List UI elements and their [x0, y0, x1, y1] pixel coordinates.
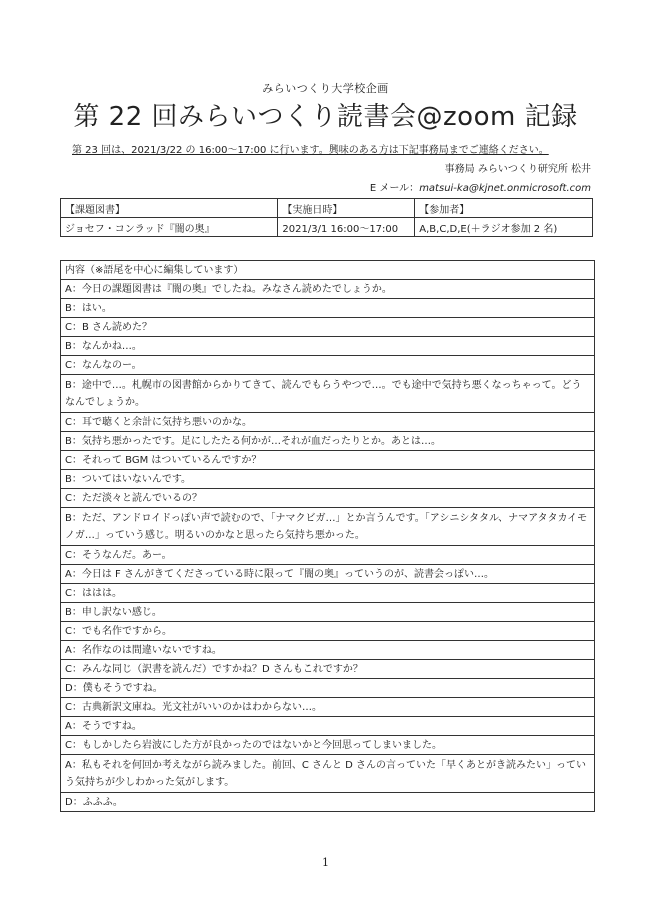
- book-value: ジョセフ・コンラッド『闇の奥』: [61, 218, 278, 237]
- transcript-line: C：ただ淡々と読んでいるの？: [61, 489, 594, 508]
- transcript-line: B：申し訳ない感じ。: [61, 603, 594, 622]
- transcript-line: C：もしかしたら岩波にした方が良かったのではないかと今回思ってしまいました。: [61, 736, 594, 755]
- office-contact: 事務局 みらいつくり研究所 松井: [444, 164, 591, 175]
- page-number: 1: [322, 856, 329, 869]
- transcript-line: A：今日は F さんがきてくださっている時に限って『闇の奥』っていうのが、読書会っぽい…。: [61, 565, 594, 584]
- transcript-line: B：ついてはいないんです。: [61, 470, 594, 489]
- date-value: 2021/3/1 16:00～17:00: [278, 218, 415, 237]
- transcript-line: C：そうなんだ。あー。: [61, 546, 594, 565]
- info-value-row: [61, 218, 593, 237]
- content-header: 内容（※語尾を中心に編集しています）: [61, 261, 594, 280]
- transcript-line: C：でも名作ですから。: [61, 622, 594, 641]
- email-line: [370, 179, 591, 194]
- transcript-line: D：僕もそうですね。: [61, 679, 594, 698]
- transcript-line: B：気持ち悪かったです。足にしたたる何かが…それが血だったりとか。あとは…。: [61, 432, 594, 451]
- document-title: 第 22 回みらいつくり読書会@zoom 記録: [73, 102, 578, 132]
- transcript-line: B：はい。: [61, 299, 594, 318]
- transcript-line: C：それって BGM はついているんですか？: [61, 451, 594, 470]
- transcript-line: B：なんかね…。: [61, 337, 594, 356]
- transcript-line: A：私もそれを何回か考えながら読みました。前回、C さんと D さんの言っていた「早くあとがき読みたい」っていう気持ちが少しわかった気がします。: [61, 755, 594, 793]
- subtitle: みらいつくり大学校企画: [262, 82, 389, 95]
- transcript-line: C：みんな同じ（訳書を読んだ）ですかね？D さんもこれですか？: [61, 660, 594, 679]
- transcript-line: C：ははは。: [61, 584, 594, 603]
- next-session-notice: 第 23 回は、2021/3/22 の 16:00～17:00 に行います。興味のある方は下記事務局までご連絡ください。: [72, 145, 549, 156]
- info-table: [60, 198, 593, 237]
- transcript-line: B：途中で…。札幌市の図書館からかりてきて、読んでもらうやつで…。でも途中で気持ち悪くなっちゃって。どうなんでしょうか。: [61, 375, 594, 413]
- email-address[interactable]: matsui-ka@kjnet.onmicrosoft.com: [419, 183, 591, 194]
- transcript-line: A：そうですね。: [61, 717, 594, 736]
- participants-value: A,B,C,D,E(＋ラジオ参加 2 名): [415, 218, 593, 237]
- transcript-line: C：古典新訳文庫ね。光文社がいいのかはわからない…。: [61, 698, 594, 717]
- transcript-line: D：ふふふ。: [61, 793, 594, 812]
- info-header-row: [61, 199, 593, 218]
- transcript-line: C：なんなのー。: [61, 356, 594, 375]
- content-table: [60, 260, 595, 812]
- transcript-line: B：ただ、アンドロイドっぽい声で読むので、「ナマクビガ…」とか言うんです。「アシニシタタル、ナマアタタカイモノガ…」っていう感じ。明るいのかなと思ったら気持ち悪かった。: [61, 508, 594, 546]
- transcript-line: C：B さん読めた？: [61, 318, 594, 337]
- transcript-line: A：今日の課題図書は『闇の奥』でしたね。みなさん読めたでしょうか。: [61, 280, 594, 299]
- date-header: 【実施日時】: [278, 199, 415, 218]
- book-header: 【課題図書】: [61, 199, 278, 218]
- participants-header: 【参加者】: [415, 199, 593, 218]
- email-label: E メール：: [369, 183, 420, 194]
- transcript-line: A：名作なのは間違いないですね。: [61, 641, 594, 660]
- transcript-line: C：耳で聴くと余計に気持ち悪いのかな。: [61, 413, 594, 432]
